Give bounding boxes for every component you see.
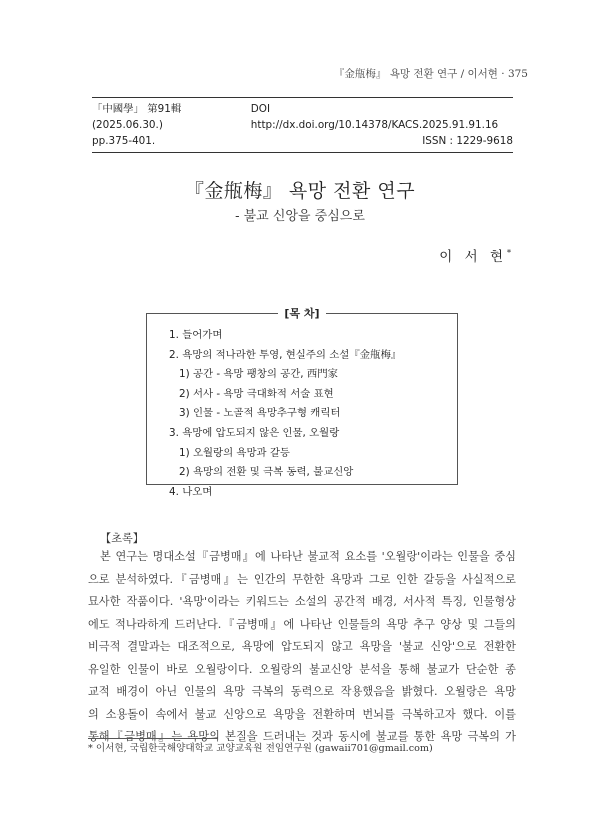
running-head: 『金甁梅』 욕망 전환 연구 / 이서현 · 375 <box>333 68 528 80</box>
abstract-line: 의 소용돌이 속에서 불교 신앙으로 욕망을 전환하며 번뇌를 극복하고자 했다. 이를 <box>88 707 516 721</box>
toc-item[interactable]: 1. 들어가며 <box>169 329 223 341</box>
footnote-divider <box>88 738 218 739</box>
abstract-line: 교적 배경이 아닌 인물의 욕망 극복의 동력으로 작용했음을 밝혔다. 오월랑은 욕망 <box>88 685 516 698</box>
toc-item[interactable]: 2. 욕망의 적나라한 투영, 현실주의 소설『金甁梅』 <box>169 348 402 361</box>
toc-heading: [목 차] <box>278 307 325 320</box>
toc-subitem[interactable]: 2) 서사 - 욕망 극대화적 서술 표현 <box>179 387 334 400</box>
abstract-line: 비극적 결말과는 대조적으로, 욕망에 압도되지 않고 욕망을 '불교 신앙'으로 전환한 <box>88 640 516 653</box>
page-range: pp.375-401. <box>92 135 156 147</box>
abstract-line: 유일한 인물이 바로 오월랑이다. 오월랑의 불교신앙 분석을 통해 불교가 단순한 종 <box>88 662 516 676</box>
author-name: 이 서 현 <box>439 249 507 265</box>
author-footnote-mark: * <box>507 248 511 258</box>
abstract-body <box>88 546 516 749</box>
toc-subitem[interactable]: 1) 공간 - 욕망 팽창의 공간, 西門家 <box>179 368 339 381</box>
author <box>439 245 511 265</box>
doi-link[interactable]: DOI http://dx.doi.org/10.14378/KACS.2025.91.91.16 <box>250 103 499 131</box>
toc-item[interactable]: 4. 나오며 <box>169 485 213 498</box>
toc-subitem[interactable]: 3) 인물 - 노골적 욕망추구형 캐릭터 <box>179 407 341 420</box>
toc-item[interactable]: 3. 욕망에 압도되지 않은 인물, 오월랑 <box>169 426 340 439</box>
toc-subitem[interactable]: 2) 욕망의 전환 및 극복 동력, 불교신앙 <box>179 466 354 479</box>
publication-info <box>92 97 513 153</box>
abstract-line: 으로 분석하였다.『금병매』는 인간의 무한한 욕망과 그로 인한 갈등을 사실적으로 <box>88 572 516 586</box>
paper-subtitle: - 불교 신앙을 중심으로 <box>235 209 365 224</box>
journal-citation: 「中國學」 第91輯 (2025.06.30.) <box>92 103 182 131</box>
abstract-line: 통해『금병매』는 욕망의 본질을 드러내는 것과 동시에 불교를 통한 욕망 극복의 가 <box>88 730 516 743</box>
abstract-line: 에도 적나라하게 드러난다.『금병매』에 나타난 인물들의 욕망 추구 양상 및 그들의 <box>88 617 516 631</box>
toc-subitem[interactable]: 1) 오월랑의 욕망과 갈등 <box>179 446 290 459</box>
abstract-line: 묘사한 작품이다. '욕망'이라는 키워드는 소설의 공간적 배경, 서사적 특징, 인물형상 <box>88 595 516 608</box>
issn: ISSN : 1229-9618 <box>422 135 513 147</box>
table-of-contents <box>146 307 458 498</box>
paper-title: 『金甁梅』 욕망 전환 연구 <box>184 180 416 202</box>
abstract-line: 본 연구는 명대소설『금병매』에 나타난 불교적 요소를 '오월랑'이라는 인물을 중심 <box>100 550 516 563</box>
abstract-label: 【초록】 <box>100 532 144 545</box>
author-footnote: * 이서현, 국립한국해양대학교 교양교육원 전임연구원 (gawaii701@gmail.com) <box>88 743 433 754</box>
toc-list <box>169 326 401 502</box>
